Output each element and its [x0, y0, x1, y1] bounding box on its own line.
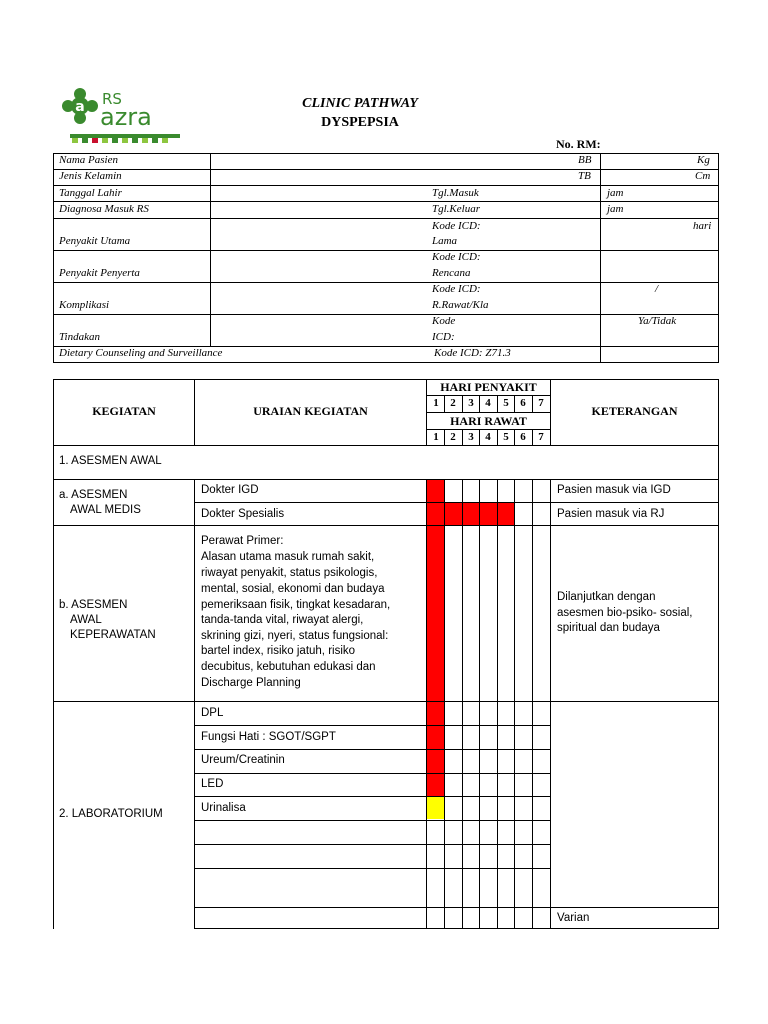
label-penyakit-utama: Penyakit Utama — [59, 235, 131, 247]
label-icd: ICD: — [432, 331, 455, 343]
asesmen-medis-line1: a. ASESMEN — [59, 489, 128, 501]
label-kode-icd-2: Kode ICD: — [432, 251, 481, 263]
label-kode-icd-3: Kode ICD: — [432, 283, 481, 295]
label-ya-tidak: Ya/Tidak — [638, 315, 677, 327]
doc-title-main: DYSPEPSIA — [321, 115, 399, 130]
perawat-text-0: Perawat Primer: — [201, 535, 284, 547]
label-tgl-masuk: Tgl.Masuk — [432, 187, 479, 199]
label-tb: TB — [578, 170, 591, 182]
day-rawat-3: 3 — [468, 431, 474, 443]
logo-rs-text: RS — [102, 90, 122, 108]
label-slash: / — [655, 283, 659, 295]
row-dokter-spesialis: Dokter Spesialis — [201, 508, 285, 520]
day-penyakit-3: 3 — [468, 397, 474, 409]
perawat-text-5: tanda-tanda vital, riwayat alergi, — [201, 614, 364, 626]
lab-fungsi-hati: Fungsi Hati : SGOT/SGPT — [201, 731, 336, 743]
cross-logo-icon — [62, 88, 98, 124]
day-rawat-2: 2 — [450, 431, 456, 443]
label-penyakit-penyerta: Penyakit Penyerta — [59, 267, 140, 279]
day-penyakit-7: 7 — [538, 397, 544, 409]
svg-text:a: a — [75, 99, 85, 115]
day-rawat-5: 5 — [503, 431, 509, 443]
perawat-text-6: skrining gizi, nyeri, status fungsional: — [201, 630, 389, 642]
label-jenis-kelamin: Jenis Kelamin — [59, 170, 122, 182]
day-penyakit-2: 2 — [450, 397, 456, 409]
label-diagnosa: Diagnosa Masuk RS — [59, 203, 149, 215]
rs-azra-logo — [62, 84, 182, 146]
asesmen-keperawatan-line3: KEPERAWATAN — [70, 629, 156, 641]
lab-ureum: Ureum/Creatinin — [201, 754, 285, 766]
label-cm: Cm — [695, 170, 711, 182]
day-rawat-7: 7 — [538, 431, 544, 443]
perawat-text-3: mental, sosial, ekonomi dan budaya — [201, 583, 385, 595]
label-nama-pasien: Nama Pasien — [59, 154, 118, 166]
header-kegiatan: KEGIATAN — [92, 404, 156, 418]
day-penyakit-4: 4 — [485, 397, 491, 409]
day-rawat-1: 1 — [433, 431, 439, 443]
perawat-text-7: bartel index, risiko jatuh, risiko — [201, 645, 356, 657]
perawat-text-1: Alasan utama masuk rumah sakit, — [201, 551, 375, 563]
ket-igd: Pasien masuk via IGD — [557, 484, 671, 496]
perawat-text-9: Discharge Planning — [201, 677, 301, 689]
asesmen-keperawatan-line2: AWAL — [70, 614, 102, 626]
section-asesmen-awal: 1. ASESMEN AWAL — [59, 455, 162, 467]
ket-rj: Pasien masuk via RJ — [557, 508, 665, 520]
label-bb: BB — [578, 154, 592, 166]
logo-azra-text: azra — [100, 103, 152, 131]
doc-title-top: CLINIC PATHWAY — [302, 96, 418, 111]
day-penyakit-5: 5 — [503, 397, 509, 409]
ket-b-1: asesmen bio-psiko- sosial, — [557, 607, 693, 619]
label-tindakan: Tindakan — [59, 331, 100, 343]
label-jam-keluar: jam — [607, 203, 624, 215]
lab-urinalisa: Urinalisa — [201, 802, 246, 814]
label-kg: Kg — [697, 154, 710, 166]
label-dietary: Dietary Counseling and Surveillance — [59, 347, 223, 359]
header-uraian: URAIAN KEGIATAN — [253, 404, 368, 418]
label-rrawat: R.Rawat/Kla — [432, 299, 489, 311]
day-rawat-4: 4 — [485, 431, 491, 443]
day-penyakit-6: 6 — [520, 397, 526, 409]
label-lama: Lama — [432, 235, 458, 247]
header-hari-penyakit: HARI PENYAKIT — [440, 380, 537, 394]
label-tgl-keluar: Tgl.Keluar — [432, 203, 480, 215]
asesmen-keperawatan-line1: b. ASESMEN — [59, 599, 128, 611]
perawat-text-4: pemeriksaan fisik, tingkat kesadaran, — [201, 599, 391, 611]
section-laboratorium: 2. LABORATORIUM — [59, 808, 163, 820]
ket-b-0: Dilanjutkan dengan — [557, 591, 656, 603]
label-rencana: Rencana — [432, 267, 471, 279]
no-rm-label: No. RM: — [556, 137, 601, 151]
ket-b-2: spiritual dan budaya — [557, 622, 660, 634]
lab-dpl: DPL — [201, 707, 224, 719]
varian-label: Varian — [557, 912, 590, 924]
label-tanggal-lahir: Tanggal Lahir — [59, 187, 122, 199]
perawat-text-8: decubitus, kebutuhan edukasi dan — [201, 661, 376, 673]
lab-led: LED — [201, 778, 224, 790]
asesmen-medis-line2: AWAL MEDIS — [70, 504, 141, 516]
label-kode: Kode — [432, 315, 456, 327]
label-kode-icd-z: Kode ICD: Z71.3 — [434, 347, 511, 359]
label-kode-icd-1: Kode ICD: — [432, 220, 481, 232]
perawat-text-2: riwayat penyakit, status psikologis, — [201, 567, 378, 579]
header-hari-rawat: HARI RAWAT — [450, 414, 527, 428]
label-komplikasi: Komplikasi — [59, 299, 110, 311]
day-penyakit-1: 1 — [433, 397, 439, 409]
label-hari: hari — [693, 220, 712, 232]
row-dokter-igd: Dokter IGD — [201, 484, 259, 496]
label-jam-masuk: jam — [607, 187, 624, 199]
header-keterangan: KETERANGAN — [591, 404, 678, 418]
day-rawat-6: 6 — [520, 431, 526, 443]
